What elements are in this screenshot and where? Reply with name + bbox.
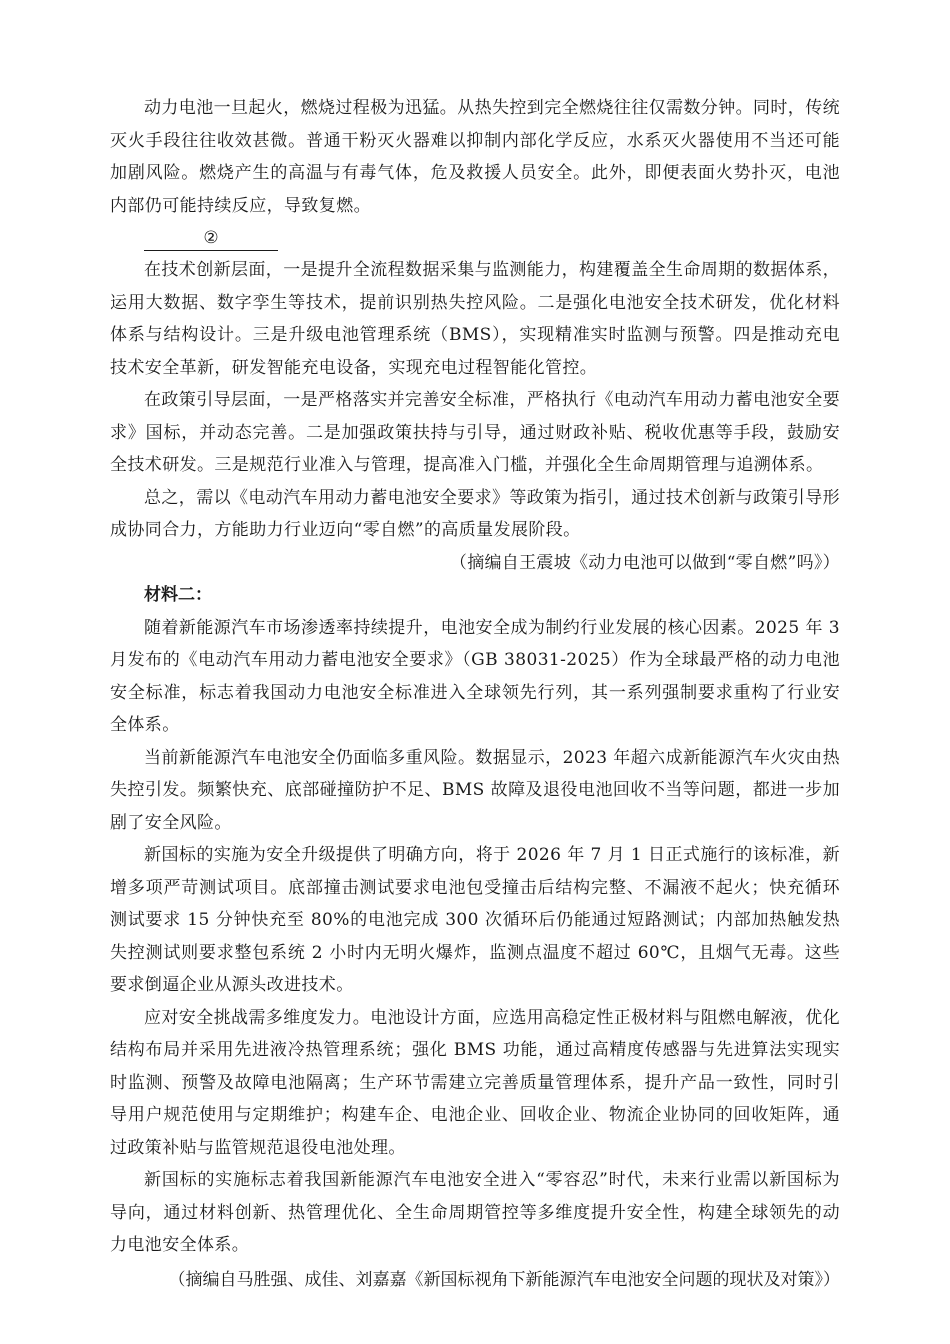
- material-two-paragraph: 新国标的实施标志着我国新能源汽车电池安全进入“零容忍”时代，未来行业需以新国标为导向，通过材料创新、热管理优化、全生命周期管控等多维度提升安全性，构建全球领先的动力电池安全体系。: [110, 1170, 840, 1255]
- fill-in-blank-line: [110, 222, 840, 254]
- material-one-source: （摘编自王震坡《动力电池可以做到“零自燃”吗》）: [449, 552, 840, 573]
- material-two-paragraph: 应对安全挑战需多维度发力。电池设计方面，应选用高稳定性正极材料与阻燃电解液，优化结构布局并采用先进液冷热管理系统；强化 BMS 功能，通过高精度传感器与先进算法实现实时监测、预警及故障电池隔离；生产环节需建立完善质量管理体系，提升产品一致性，同时引导用户规范使用与定期维护；构建车企、电池企业、回收企业、物流企业协同的回收矩阵，通过政策补贴与监管规范退役电池处理。: [110, 1007, 840, 1158]
- material-two-paragraph: 新国标的实施为安全升级提供了明确方向，将于 2026 年 7 月 1 日正式施行的该标准，新增多项严苛测试项目。底部撞击测试要求电池包受撞击后结构完整、不漏液不起火；快充循环测试要求 15 分钟快充至 80%的电池完成 300 次循环后仍能通过短路测试；内部加热触发热失控测试则要求整包系统 2 小时内无明火爆炸，监测点温度不超过 60℃，且烟气无毒。这些要求倒逼企业从源头改进技术。: [110, 845, 840, 995]
- material-two-heading: 材料二：: [144, 585, 212, 605]
- material-one-paragraph: 在政策引导层面，一是严格落实并完善安全标准，严格执行《电动汽车用动力蓄电池安全要求》国标，并动态完善。二是加强政策扶持与引导，通过财政补贴、税收优惠等手段，鼓励安全技术研发。三是规范行业准入与管理，提高准入门槛，并强化全生命周期管理与追溯体系。: [110, 390, 840, 475]
- material-one-paragraph: 在技术创新层面，一是提升全流程数据采集与监测能力，构建覆盖全生命周期的数据体系，运用大数据、数字孪生等技术，提前识别热失控风险。二是强化电池安全技术研发，优化材料体系与结构设计。三是升级电池管理系统（BMS），实现精准实时监测与预警。四是推动充电技术安全革新，研发智能充电设备，实现充电过程智能化管控。: [110, 260, 840, 378]
- material-two-paragraph: 当前新能源汽车电池安全仍面临多重风险。数据显示，2023 年超六成新能源汽车火灾由热失控引发。频繁快充、底部碰撞防护不足、BMS 故障及退役电池回收不当等问题，都进一步加剧了安全风险。: [110, 747, 840, 833]
- material-one-intro-paragraph: 动力电池一旦起火，燃烧过程极为迅猛。从热失控到完全燃烧往往仅需数分钟。同时，传统灭火手段往往收效甚微。普通干粉灭火器难以抑制内部化学反应，水系灭火器使用不当还可能加剧风险。燃烧产生的高温与有毒气体，危及救援人员安全。此外，即便表面火势扑灭，电池内部仍可能持续反应，导致复燃。: [110, 98, 840, 216]
- blank-marker-2: ②: [144, 226, 278, 251]
- document-page: [110, 92, 840, 1296]
- material-one-paragraph: 总之，需以《电动汽车用动力蓄电池安全要求》等政策为指引，通过技术创新与政策引导形成协同合力，方能助力行业迈向“零自燃”的高质量发展阶段。: [110, 487, 840, 540]
- material-two-source: （摘编自马胜强、成佳、刘嘉嘉《新国标视角下新能源汽车电池安全问题的现状及对策》）: [168, 1269, 840, 1290]
- material-two-paragraph: 随着新能源汽车市场渗透率持续提升，电池安全成为制约行业发展的核心因素。2025 年 3 月发布的《电动汽车用动力蓄电池安全要求》（GB 38031-2025）作为全球最严格的动力电池安全标准，标志着我国动力电池安全标准进入全球领先行列，其一系列强制要求重构了行业安全体系。: [110, 617, 840, 735]
